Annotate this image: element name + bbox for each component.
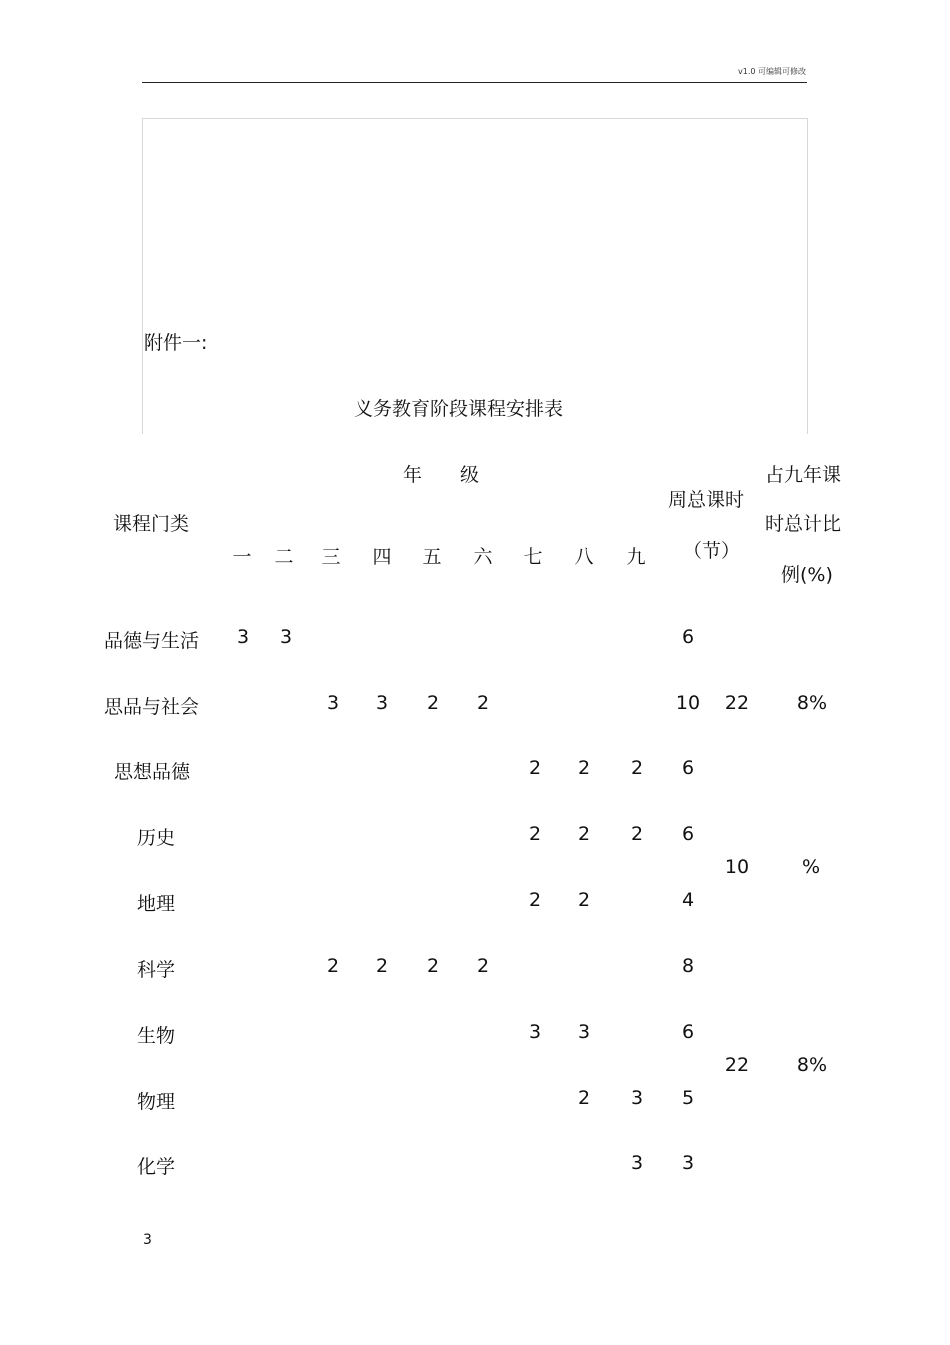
table-cell: 3 bbox=[528, 1021, 542, 1043]
table-cell: 3 bbox=[630, 1087, 644, 1109]
table-cell: 2 bbox=[528, 889, 542, 911]
group-total-cell: 22 bbox=[724, 1054, 750, 1076]
weekly-total-cell: 4 bbox=[681, 889, 695, 911]
subject-label: 物理 bbox=[137, 1091, 176, 1113]
subject-label: 历史 bbox=[137, 827, 176, 849]
subject-label: 科学 bbox=[137, 959, 176, 981]
group-ratio-cell: % bbox=[801, 856, 821, 878]
table-cell: 2 bbox=[375, 955, 389, 977]
content-frame bbox=[142, 118, 808, 434]
table-cell: 2 bbox=[528, 757, 542, 779]
weekly-total-cell: 6 bbox=[681, 757, 695, 779]
weekly-total-header-line2: （节） bbox=[683, 540, 741, 562]
ratio-header-line2: 时总计比 bbox=[765, 513, 842, 535]
table-cell: 2 bbox=[476, 692, 490, 714]
table-cell: 3 bbox=[577, 1021, 591, 1043]
grade-header-4: 四 bbox=[372, 546, 392, 568]
table-cell: 3 bbox=[279, 626, 293, 648]
table-cell: 2 bbox=[577, 889, 591, 911]
weekly-total-cell: 6 bbox=[681, 1021, 695, 1043]
table-cell: 2 bbox=[426, 692, 440, 714]
ratio-header-line3: 例(%) bbox=[781, 564, 833, 586]
document-title: 义务教育阶段课程安排表 bbox=[354, 398, 564, 420]
table-cell: 3 bbox=[326, 692, 340, 714]
subject-label: 地理 bbox=[137, 893, 176, 915]
page-number: 3 bbox=[143, 1232, 152, 1248]
table-cell: 2 bbox=[326, 955, 340, 977]
table-cell: 2 bbox=[577, 757, 591, 779]
weekly-total-cell: 6 bbox=[681, 626, 695, 648]
group-ratio-cell: 8% bbox=[796, 1054, 828, 1076]
subject-label: 思想品德 bbox=[114, 761, 191, 783]
weekly-total-header-line1: 周总课时 bbox=[668, 489, 745, 511]
weekly-total-cell: 5 bbox=[681, 1087, 695, 1109]
version-note: v1.0 可编辑可修改 bbox=[738, 67, 806, 76]
weekly-total-cell: 10 bbox=[675, 692, 701, 714]
table-cell: 2 bbox=[528, 823, 542, 845]
subject-label: 生物 bbox=[137, 1025, 176, 1047]
weekly-total-cell: 3 bbox=[681, 1152, 695, 1174]
group-ratio-cell: 8% bbox=[796, 692, 828, 714]
grade-header-9: 九 bbox=[626, 546, 646, 568]
category-header: 课程门类 bbox=[113, 513, 190, 535]
table-cell: 2 bbox=[476, 955, 490, 977]
subject-label: 化学 bbox=[137, 1156, 176, 1178]
grade-header-1: 一 bbox=[232, 546, 252, 568]
table-cell: 2 bbox=[630, 823, 644, 845]
table-cell: 2 bbox=[630, 757, 644, 779]
table-cell: 3 bbox=[236, 626, 250, 648]
header-rule bbox=[142, 82, 807, 83]
group-total-cell: 10 bbox=[724, 856, 750, 878]
table-cell: 3 bbox=[630, 1152, 644, 1174]
grade-header-6: 六 bbox=[473, 546, 493, 568]
weekly-total-cell: 8 bbox=[681, 955, 695, 977]
table-cell: 2 bbox=[577, 1087, 591, 1109]
subject-label: 思品与社会 bbox=[104, 696, 200, 718]
grade-header-7: 七 bbox=[523, 546, 543, 568]
grade-header-3: 三 bbox=[321, 546, 341, 568]
grade-group-label: 年 级 bbox=[403, 464, 480, 486]
table-cell: 2 bbox=[426, 955, 440, 977]
table-cell: 2 bbox=[577, 823, 591, 845]
attachment-label: 附件一: bbox=[144, 332, 208, 354]
weekly-total-cell: 6 bbox=[681, 823, 695, 845]
grade-header-2: 二 bbox=[274, 546, 294, 568]
grade-header-5: 五 bbox=[422, 546, 442, 568]
subject-label: 品德与生活 bbox=[104, 630, 200, 652]
grade-header-8: 八 bbox=[574, 546, 594, 568]
group-total-cell: 22 bbox=[724, 692, 750, 714]
table-cell: 3 bbox=[375, 692, 389, 714]
ratio-header-line1: 占九年课 bbox=[765, 464, 842, 486]
